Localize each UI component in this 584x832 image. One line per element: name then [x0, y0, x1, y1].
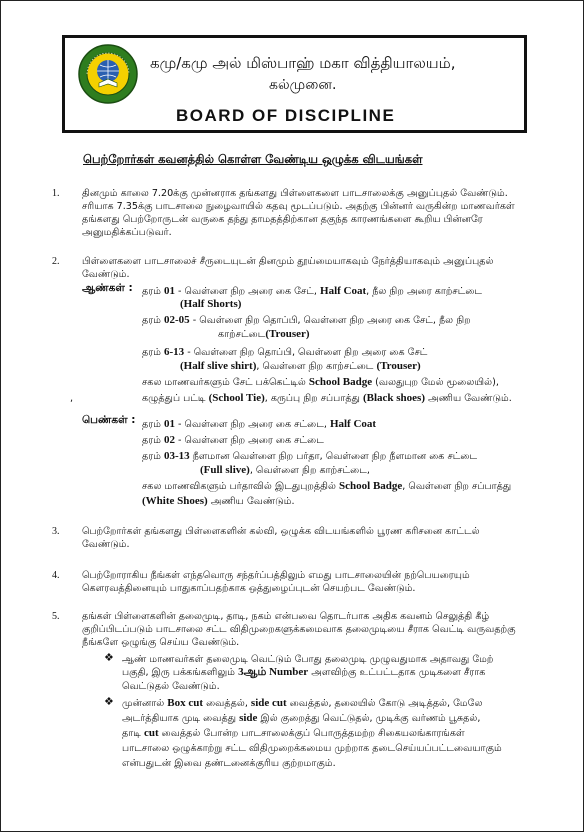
item5-line3: நீங்களே ஒழுங்கு செய்ய வேண்டும். [82, 637, 240, 648]
hair-rule2-line1: முன்னால் Box cut வைத்தல், side cut வைத்தல், தலையில் கோடு அடித்தல், மேலே [122, 697, 483, 709]
hair-rule2-line5: என்பதுடன் இவை தண்டனைக்குரிய குற்றமாகும். [122, 758, 336, 769]
boys-all-line1: சகல மாணவர்களும் சேட் பக்கெட்டில் School Badge (வலதுபுற மேல் மூலையில்), [142, 376, 499, 388]
girls-grade1-line: தரம் 01 - வெள்ளை நிற அரை கை சட்டை, Half Coat [142, 418, 377, 430]
school-crest-icon [77, 43, 139, 105]
girls-all-line2: (White Shoes) அணிய வேண்டும். [142, 495, 295, 507]
girls-label: பெண்கள் : [82, 414, 136, 426]
item3-line2: வேண்டும். [82, 539, 130, 550]
boys-label: ஆண்கள் : [82, 282, 133, 294]
hair-rule2-line4: பாடசாலை ஒழுக்காற்று சட்ட விதிமுறைக்கமைய முற்றாக தடைசெய்யப்பட்டவையாகும் [122, 743, 502, 754]
hair-rule2-line3: தாடி cut வைத்தல் போன்ற பாடசாலைக்குப் பொருத்தமற்ற சிகையலங்காரங்கள் [122, 727, 465, 739]
item1-line3: தங்களது பெற்றோருடன் வருகை தந்து தாமதத்திற்கான தகுந்த காரணங்களை கூறிய பின்னரே [82, 214, 483, 225]
item-number: 2. [52, 256, 60, 267]
item2-line1: பிள்ளைகளை பாடசாலைச் சீருடையுடன் தினமும் தூய்மையாகவும் நேர்த்தியாகவும் அனுப்புதல் [82, 256, 494, 267]
item1-line1: தினமும் காலை 7.20க்கு முன்னராக தங்களது பிள்ளைகளை பாடசாலைக்கு அனுப்புதல் வேண்டும். [82, 188, 508, 199]
boys-grade1-line2: (Half Shorts) [180, 298, 242, 310]
hair-rule2-line2: அடர்த்தியாக முடி வைத்து side இல் குறைத்து வெட்டுதல், முடிக்கு வர்ணம் பூசுதல், [122, 712, 481, 724]
item1-line4: அனுமதிக்கப்படுவர். [82, 227, 172, 238]
boys-grade2-line2: காற்சட்டை(Trouser) [218, 328, 310, 340]
item2-line2: வேண்டும். [82, 269, 130, 280]
item3-line1: பெற்றோர்கள் தங்களது பிள்ளைகளின் கல்வி, ஒழுக்க விடயங்களில் பூரண கரிசனை காட்டல் [82, 526, 480, 537]
girls-grade3-line2: (Full slive), வெள்ளை நிற காற்சட்டை, [200, 464, 370, 476]
diamond-bullet-icon: ❖ [104, 651, 114, 664]
item-number: 1. [52, 188, 60, 199]
boys-grade3-line: தரம் 6-13 - வெள்ளை நிற தொப்பி, வெள்ளை நிற அரை கை சேட் [142, 346, 428, 358]
school-name-line2: கல்முனை. [269, 77, 337, 93]
board-title: BOARD OF DISCIPLINE [176, 106, 396, 125]
header-box [62, 35, 527, 133]
item-number: 3. [52, 526, 60, 537]
item-number: 5. [52, 611, 60, 622]
item5-line1: தங்கள் பிள்ளைகளின் தலைமுடி, தாடி, நகம் என்பவை தொடர்பாக அதிக கவனம் செலுத்தி கீழ் [82, 611, 490, 622]
page-subtitle: பெற்றோர்கள் கவனத்தில் கொள்ள வேண்டிய ஒழுக்க விடயங்கள் [83, 152, 423, 166]
stray-comma: , [70, 393, 74, 404]
diamond-bullet-icon: ❖ [104, 695, 114, 708]
item4-line2: கௌரவத்தினையும் பாதுகாப்பதற்காக ஒத்துழைப்புடன் செயற்பட வேண்டும். [82, 583, 416, 594]
hair-rule1-line2: பகுதி, இரு பக்கங்களிலும் 3ஆம் Number அளவிற்கு உட்பட்டதாக முடிகளை சீராக [122, 666, 486, 678]
girls-all-line1: சகல மாணவிகளும் பர்தாவில் இடதுபுறத்தில் School Badge, வெள்ளை நிற சப்பாத்து [142, 480, 512, 492]
item5-line2: குறிப்பிடப்படும் பாடசாலை சட்ட விதிமுறைகளுக்கமைவாக தலைமுடியை சீராக வெட்டி வருவதற்கு [82, 624, 516, 635]
hair-rule1-line1: ஆண் மாணவர்கள் தலைமுடி வெட்டும் போது தலைமுடி முழுவதுமாக அதாவது மேற் [122, 654, 494, 665]
boys-all-line2: கழுத்துப் பட்டி (School Tie), கருப்பு நிற சப்பாத்து (Black shoes) அணிய வேண்டும். [142, 392, 512, 404]
boys-grade2-line: தரம் 02-05 - வெள்ளை நிற தொப்பி, வெள்ளை நிற அரை கை சேட், நீல நிற [142, 314, 471, 326]
girls-grade3-line: தரம் 03-13 நீளமான வெள்ளை நிற பர்தா, வெள்ளை நிற நீளமான கை சட்டை [142, 450, 478, 462]
school-name-line1: கமு/கமு அல் மிஸ்பாஹ் மகா வித்தியாலயம், [150, 54, 456, 72]
boys-grade3-line2: (Half slive shirt), வெள்ளை நிற காற்சட்டை (Trouser) [180, 360, 421, 372]
boys-grade1-line: தரம் 01 - வெள்ளை நிற அரை கை சேட், Half Coat, நீல நிற அரை காற்சட்டை [142, 285, 483, 297]
girls-grade2-line: தரம் 02 - வெள்ளை நிற அரை கை சட்டை [142, 434, 324, 446]
hair-rule1-line3: வெட்டுதல் வேண்டும். [122, 681, 220, 692]
item-number: 4. [52, 570, 60, 581]
item4-line1: பெற்றோராகிய நீங்கள் எந்தவொரு சந்தர்ப்பத்திலும் எமது பாடசாலையின் நற்பெயரையும் [82, 570, 470, 581]
item1-line2: சரியாக 7.35க்கு பாடசாலை நுழைவாயில் கதவு மூடப்படும். அதற்கு பின்னர் வருகின்ற மாணவர்கள் [82, 201, 515, 212]
